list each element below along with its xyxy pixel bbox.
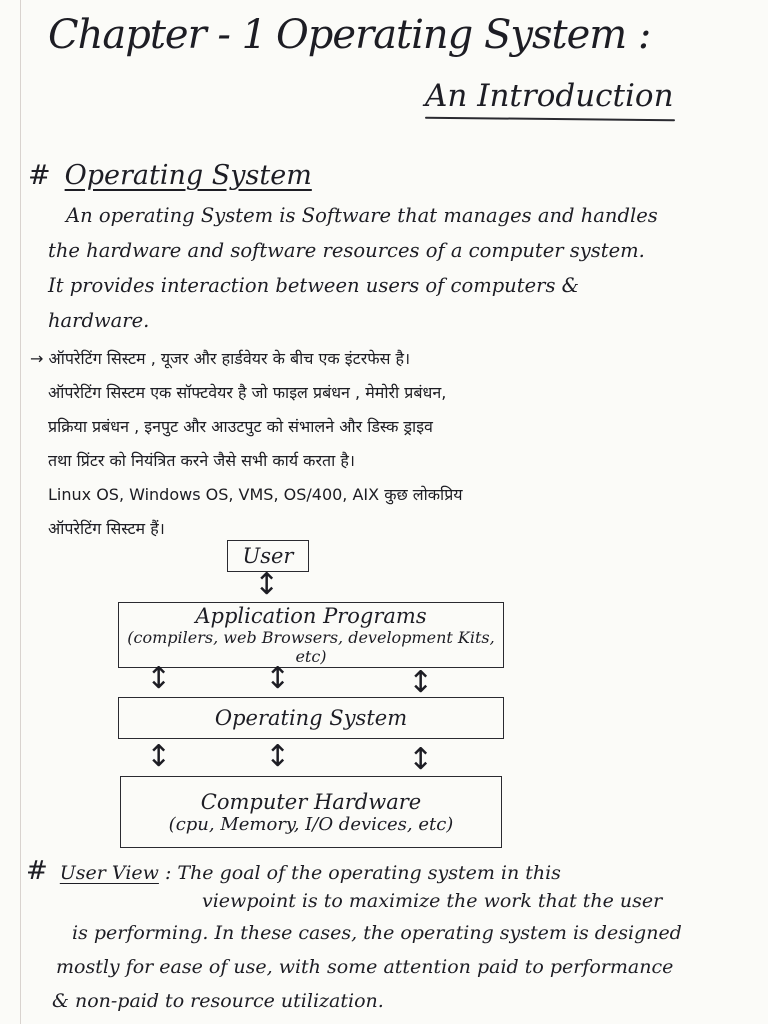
user-view-line: is performing. In these cases, the operating system is designed	[72, 922, 682, 944]
computer-hardware-box	[120, 776, 502, 848]
definition-line: An operating System is Software that manages and handles	[66, 204, 658, 227]
hindi-line: Linux OS, Windows OS, VMS, OS/400, AIX कुछ लोकप्रिय	[48, 485, 463, 504]
operating-system-box	[118, 697, 504, 739]
user-box-label: User	[242, 544, 294, 568]
application-programs-examples: (compilers, web Browsers, development Kits, etc)	[127, 628, 495, 666]
application-programs-box	[118, 602, 504, 668]
user-view-hash: #	[26, 856, 48, 886]
hindi-line: ऑपरेटिंग सिस्टम एक सॉफ्टवेयर है जो फाइल प्रबंधन , मेमोरी प्रबंधन,	[48, 383, 447, 402]
application-programs-title: Application Programs	[195, 604, 427, 628]
arrow-app-os-left: ↕	[146, 661, 172, 696]
user-view-heading: User View	[59, 862, 159, 884]
arrow-app-os-middle: ↕	[265, 661, 291, 696]
hindi-line: तथा प्रिंटर को नियंत्रित करने जैसे सभी कार्य करता है।	[48, 451, 355, 470]
arrow-os-hw-middle: ↕	[265, 739, 291, 774]
arrow-app-os-right: ↕	[408, 665, 434, 700]
section-hash: #	[28, 160, 51, 191]
hindi-line: → ऑपरेटिंग सिस्टम , यूजर और हार्डवेयर के बीच एक इंटरफेस है।	[30, 349, 411, 368]
definition-line: hardware.	[48, 309, 150, 332]
user-view-paragraph	[26, 852, 728, 1020]
user-view-line: viewpoint is to maximize the work that the user	[202, 890, 663, 912]
page-title: Operating System :	[276, 12, 651, 58]
section-heading-text: Operating System	[64, 160, 312, 191]
section-heading	[28, 160, 312, 191]
hindi-line: प्रक्रिया प्रबंधन , इनपुट और आउटपुट को संभालने और डिस्क ड्राइव	[48, 417, 433, 436]
title-row	[48, 10, 748, 70]
chapter-label: Chapter - 1	[48, 12, 267, 58]
definition-line: It provides interaction between users of computers &	[48, 274, 580, 297]
arrow-os-hw-right: ↕	[408, 742, 434, 777]
computer-hardware-examples: (cpu, Memory, I/O devices, etc)	[168, 813, 454, 835]
user-view-line: & non-paid to resource utilization.	[52, 990, 384, 1012]
page-subtitle: An Introduction	[425, 78, 674, 114]
definition-line: the hardware and software resources of a computer system.	[48, 239, 645, 262]
definition-paragraph	[48, 198, 678, 338]
hindi-line: ऑपरेटिंग सिस्टम हैं।	[48, 519, 165, 538]
user-view-line: : The goal of the operating system in this	[164, 862, 561, 884]
hindi-paragraph	[30, 342, 463, 546]
user-view-line: mostly for ease of use, with some attention paid to performance	[56, 956, 674, 978]
operating-system-label: Operating System	[214, 706, 408, 730]
subtitle-underline	[425, 117, 675, 122]
margin-line	[20, 0, 21, 1024]
arrow-os-hw-left: ↕	[146, 739, 172, 774]
arrow-user-app: ↕	[254, 567, 280, 602]
computer-hardware-title: Computer Hardware	[200, 789, 422, 814]
